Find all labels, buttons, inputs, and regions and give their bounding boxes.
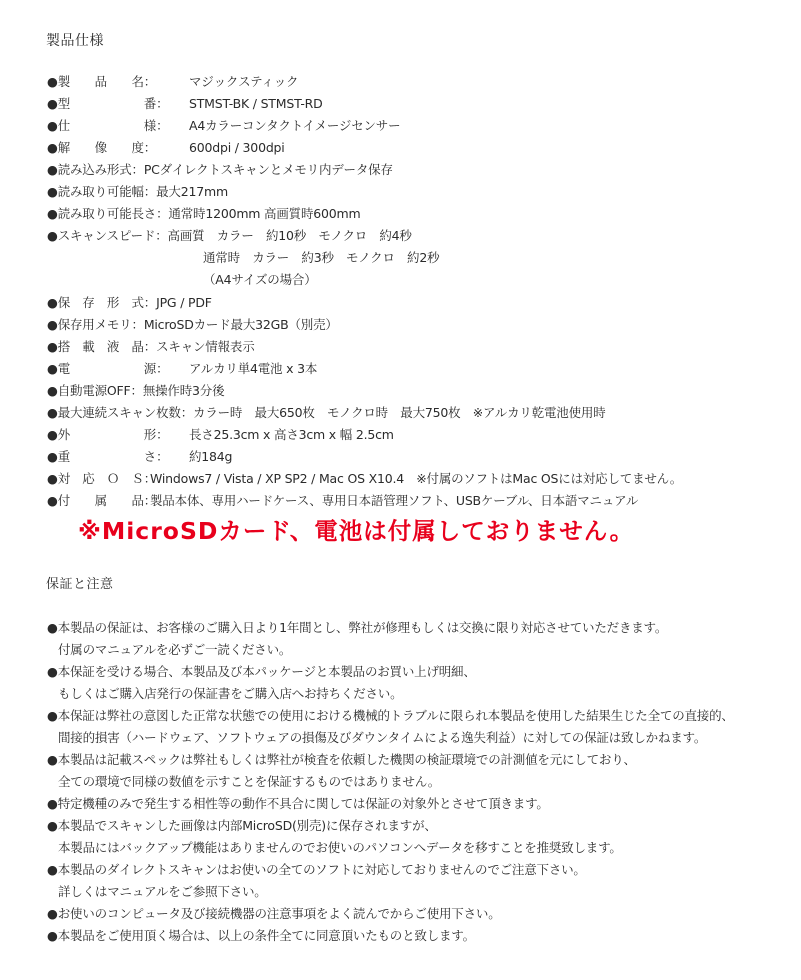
spec-memory bbox=[47, 315, 338, 333]
note-item: 間接的損害（ハードウェア、ソフトウェアの損傷及びダウンタイムによる逸失利益）に対しての保証は致しかねます。 bbox=[58, 730, 707, 745]
note-item: ●本製品は記載スペックは弊社もしくは弊社が検査を依頼した機関の検証環境での計測値を元にしており、 bbox=[47, 752, 636, 767]
spec-value: アルカリ単4電池 x 3本 bbox=[189, 361, 318, 376]
spec-label: ●保存用メモリ： bbox=[47, 317, 144, 332]
spec-value: 長さ25.3cm x 高さ3cm x 幅 2.5cm bbox=[189, 427, 394, 442]
note-item: 本製品にはバックアップ機能はありませんのでお使いのパソコンへデータを移すことを推奨致します。 bbox=[58, 840, 622, 855]
spec-value: A4カラーコンタクトイメージセンサー bbox=[189, 118, 401, 133]
spec-label: ●解 像 度： bbox=[47, 140, 157, 155]
spec-save-format bbox=[47, 293, 212, 311]
spec-value: PCダイレクトスキャンとメモリ内データ保存 bbox=[143, 162, 393, 177]
spec-max-scans bbox=[47, 403, 606, 421]
spec-lcd bbox=[47, 337, 255, 355]
spec-label: ●スキャンスピード： bbox=[47, 228, 168, 243]
note-item: ●本保証を受ける場合、本製品及び本パッケージと本製品のお買い上げ明細、 bbox=[47, 664, 476, 679]
spec-read-width bbox=[47, 182, 228, 200]
spec-read-format bbox=[47, 160, 393, 178]
spec-read-length bbox=[47, 204, 360, 222]
spec-value: 通常時1200mm 高画質時600mm bbox=[168, 206, 361, 221]
spec-label: ●保 存 形 式： bbox=[47, 295, 157, 310]
note-item: ●特定機種のみで発生する相性等の動作不具合に関しては保証の対象外とさせて頂きます。 bbox=[47, 796, 549, 811]
spec-value: スキャン情報表示 bbox=[156, 339, 255, 354]
spec-power bbox=[47, 359, 317, 377]
spec-label: ●搭 載 液 晶： bbox=[47, 339, 157, 354]
spec-value: 最大217mm bbox=[156, 184, 228, 199]
spec-label: ●電 源： bbox=[47, 361, 169, 376]
spec-value: 600dpi / 300dpi bbox=[189, 140, 285, 155]
spec-weight bbox=[47, 447, 232, 465]
spec-scan-speed bbox=[47, 226, 412, 244]
note-item: ●本製品の保証は、お客様のご購入日より1年間とし、弊社が修理もしくは交換に限り対応させていただきます。 bbox=[47, 620, 668, 635]
spec-value: 無操作時3分後 bbox=[142, 383, 225, 398]
spec-value: カラー時 最大650枚 モノクロ時 最大750枚 ※アルカリ乾電池使用時 bbox=[193, 405, 606, 420]
note-item: 詳しくはマニュアルをご参照下さい。 bbox=[58, 884, 267, 899]
spec-label: ●読み込み形式： bbox=[47, 162, 144, 177]
scan-speed-note: （A4サイズの場合） bbox=[203, 272, 317, 287]
spec-value: 約184g bbox=[189, 449, 233, 464]
spec-title: 製品仕様 bbox=[46, 33, 104, 49]
spec-value: MicroSDカード最大32GB（別売） bbox=[143, 317, 338, 332]
scan-speed-normal: 通常時 カラー 約3秒 モノクロ 約2秒 bbox=[203, 250, 440, 265]
spec-label: ●製 品 名： bbox=[47, 74, 157, 89]
spec-label: ●重 さ： bbox=[47, 449, 169, 464]
spec-value: 高画質 カラー 約10秒 モノクロ 約4秒 bbox=[167, 228, 412, 243]
spec-label: ●付 属 品： bbox=[47, 493, 157, 508]
not-included-notice: ※MicroSDカード、電池は付属しておりません。 bbox=[78, 517, 635, 545]
spec-label: ●型 番： bbox=[47, 96, 169, 111]
spec-auto-off bbox=[47, 381, 224, 399]
spec-label: ●外 形： bbox=[47, 427, 169, 442]
note-item: もしくはご購入店発行の保証書をご購入店へお持ちください。 bbox=[58, 686, 403, 701]
spec-model bbox=[47, 94, 323, 112]
spec-sensor bbox=[47, 116, 400, 134]
spec-accessories bbox=[47, 491, 638, 509]
spec-label: ●最大連続スキャン枚数： bbox=[47, 405, 194, 420]
spec-value: Windows7 / Vista / XP SP2 / Mac OS X10.4 ※付属のソフトはMac OSには対応してません。 bbox=[150, 471, 683, 486]
note-item: 付属のマニュアルを必ずご一読ください。 bbox=[58, 642, 292, 657]
spec-label: ●自動電源OFF： bbox=[47, 383, 143, 398]
note-item: ●本保証は弊社の意図した正常な状態での使用における機械的トラブルに限られ本製品を使用した結果生じた全ての直接的、 bbox=[47, 708, 734, 723]
note-item: ●本製品のダイレクトスキャンはお使いの全てのソフトに対応しておりませんのでご注意下さい。 bbox=[47, 862, 586, 877]
spec-value: マジックスティック bbox=[189, 74, 299, 89]
spec-value: 製品本体、専用ハードケース、専用日本語管理ソフト、USBケーブル、日本語マニュアル bbox=[150, 493, 639, 508]
note-item: ●本製品をご使用頂く場合は、以上の条件全てに同意頂いたものと致します。 bbox=[47, 928, 475, 943]
spec-label: ●対 応 Ｏ Ｓ： bbox=[47, 471, 157, 486]
spec-value: STMST-BK / STMST-RD bbox=[189, 96, 323, 111]
spec-label: ●読み取り可能長さ： bbox=[47, 206, 169, 221]
spec-product-name bbox=[47, 72, 298, 90]
spec-resolution bbox=[47, 138, 285, 156]
note-item: ●お使いのコンピュータ及び接続機器の注意事項をよく読んでからご使用下さい。 bbox=[47, 906, 501, 921]
spec-os bbox=[47, 469, 682, 487]
note-item: ●本製品でスキャンした画像は内部MicroSD(別売)に保存されますが、 bbox=[47, 818, 437, 833]
note-item: 全ての環境で同様の数値を示すことを保証するものではありません。 bbox=[58, 774, 441, 789]
spec-value: JPG / PDF bbox=[156, 295, 212, 310]
warranty-title: 保証と注意 bbox=[46, 577, 114, 592]
spec-label: ●仕 様： bbox=[47, 118, 169, 133]
spec-dimensions bbox=[47, 425, 394, 443]
spec-label: ●読み取り可能幅： bbox=[47, 184, 157, 199]
